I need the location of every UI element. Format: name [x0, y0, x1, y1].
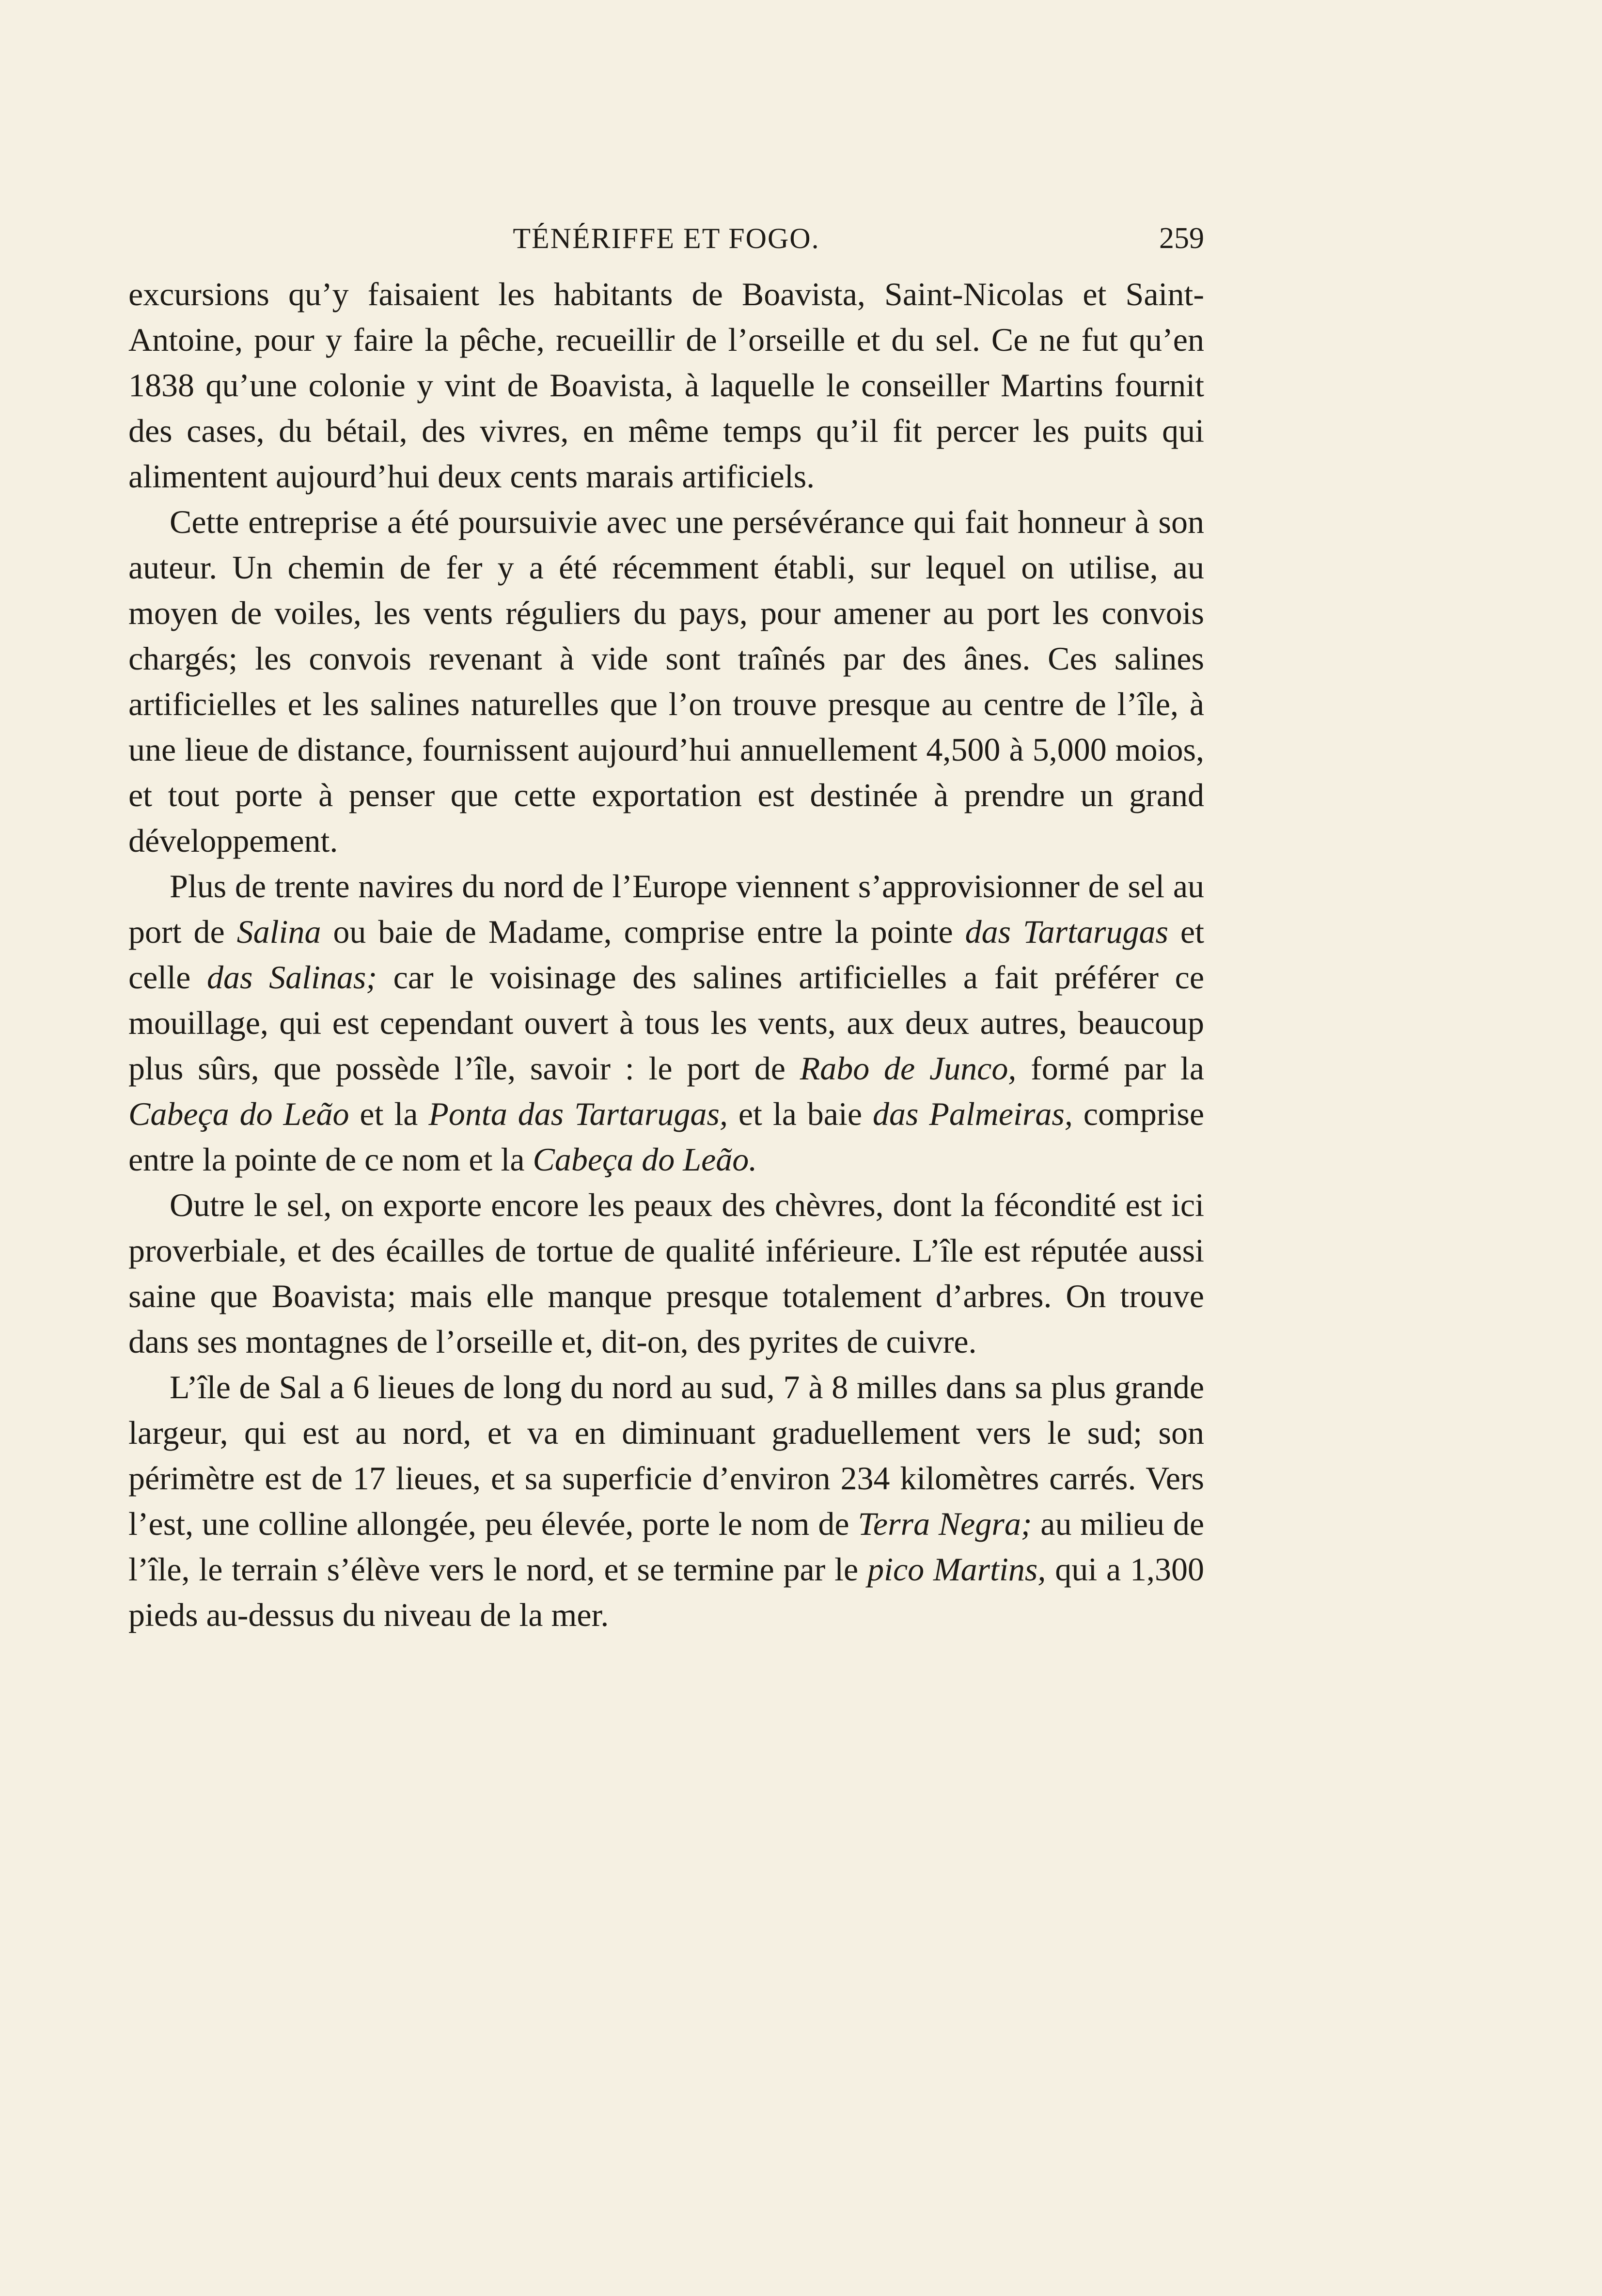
text-run: L’île de Sal a 6 lieues de long du nord au sud, 7 à 8 milles dans sa plus grande largeur, qui est au nord, et va en diminuant graduellement vers le sud; son périmètre est de 17 lieues, et sa superficie d’environ 234 kilomètres carrés. Vers l’est, une colline allongée, peu élevée, porte le nom de: [128, 1369, 1204, 1542]
italic-text: pico Martins,: [867, 1551, 1046, 1588]
page-number: 259: [1159, 222, 1204, 255]
text-run: ou baie de Madame, comprise entre la pointe: [321, 913, 965, 950]
text-run: car le voisinage des salines artificielles a fait préférer ce mouillage, qui est cependant ouvert à tous les vents, aux deux autres, beaucoup plus sûrs, que possède l’île, savoir : le port de: [128, 959, 1204, 1087]
text-run: et la: [349, 1095, 429, 1132]
text-run: formé par la: [1016, 1050, 1204, 1087]
running-head: [128, 219, 1204, 258]
paragraph: [128, 271, 1204, 499]
paragraph: [128, 1364, 1204, 1638]
text-run: et la baie: [727, 1095, 873, 1132]
text-run: et celle: [128, 913, 1205, 996]
italic-text: Cabeça do Leão.: [533, 1141, 757, 1178]
italic-text: das Palmeiras,: [872, 1095, 1073, 1132]
text-run: Cette entreprise a été poursuivie avec une persévérance qui fait honneur à son auteur. Un chemin de fer y a été récemment établi, sur lequel on utilise, au moyen de voiles, les vents réguliers du pays, pour amener au port les convois chargés; les convois revenant à vide sont traînés par des ânes. Ces salines artificielles et les salines naturelles que l’on trouve presque au centre de l’île, à une lieue de distance, fournissent aujourd’hui annuellement 4,500 à 5,000 moios, et tout porte à penser que cette exportation est destinée à prendre un grand développement.: [128, 503, 1204, 859]
running-title: TÉNÉRIFFE ET FOGO.: [513, 222, 820, 254]
paragraph: [128, 499, 1204, 863]
text-run: comprise entre la pointe de ce nom et la: [128, 1095, 1205, 1178]
paragraph: [128, 863, 1204, 1182]
paragraph: [128, 1182, 1204, 1364]
text-run: Outre le sel, on exporte encore les peaux des chèvres, dont la fécondité est ici proverbiale, et des écailles de tortue de qualité inférieure. L’île est réputée aussi saine que Boavista; mais elle manque presque totalement d’arbres. On trouve dans ses montagnes de l’orseille et, dit-on, des pyrites de cuivre.: [128, 1187, 1204, 1360]
italic-text: Ponta das Tartarugas,: [428, 1095, 728, 1132]
text-run: qui a 1,300 pieds au-dessus du niveau de la mer.: [128, 1551, 1205, 1633]
italic-text: Salina: [236, 913, 321, 950]
italic-text: das Tartarugas: [965, 913, 1168, 950]
text-run: au milieu de l’île, le terrain s’élève vers le nord, et se termine par le: [128, 1505, 1205, 1588]
text-run: Plus de trente navires du nord de l’Europe viennent s’approvisionner de sel au port de: [128, 868, 1204, 950]
italic-text: Cabeça do Leão: [128, 1095, 349, 1132]
body-text: [128, 271, 1204, 1638]
italic-text: das Salinas;: [206, 959, 377, 996]
italic-text: Rabo de Junco,: [800, 1050, 1017, 1087]
text-run: excursions qu’y faisaient les habitants de Boavista, Saint-Nicolas et Saint-Antoine, pour y faire la pêche, recueillir de l’orseille et du sel. Ce ne fut qu’en 1838 qu’une colonie y vint de Boavista, à laquelle le conseiller Martins fournit des cases, du bétail, des vivres, en même temps qu’il fit percer les puits qui alimentent aujourd’hui deux cents marais artificiels.: [128, 276, 1204, 495]
italic-text: Terra Negra;: [858, 1505, 1032, 1542]
